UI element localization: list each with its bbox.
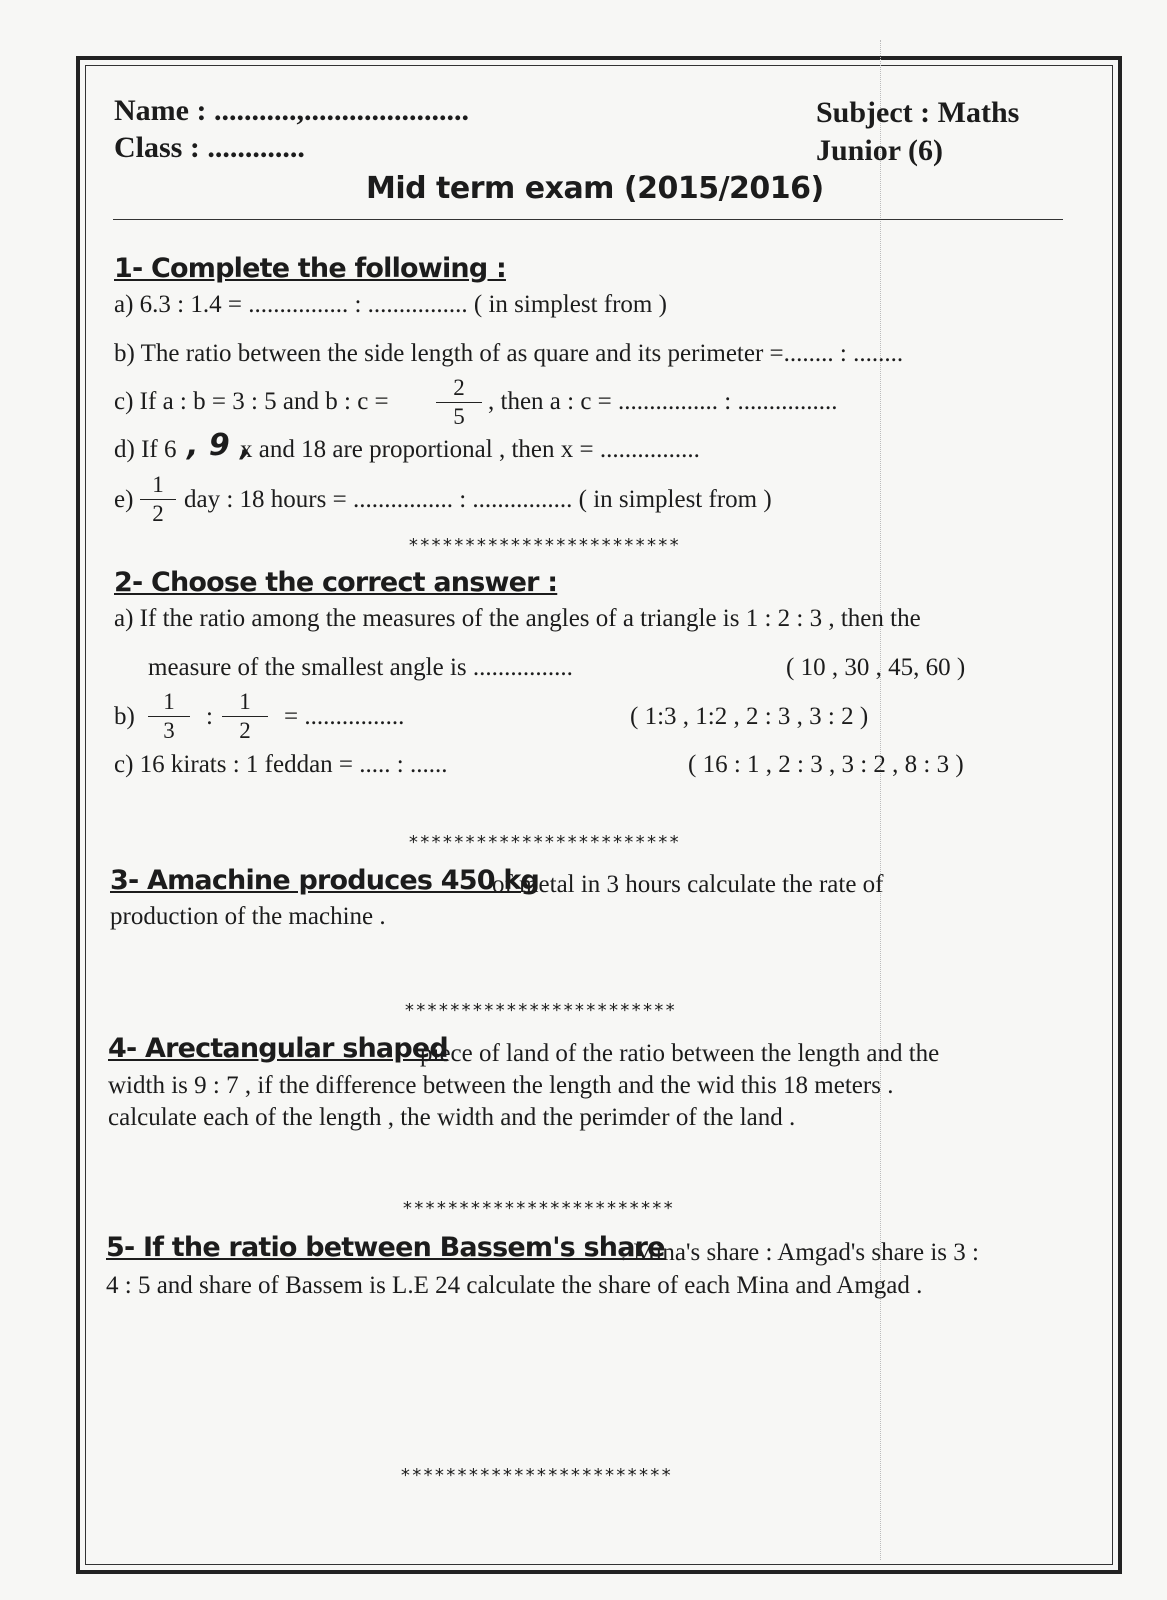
q1-heading: 1- Complete the following : [114,253,506,284]
q1-c-denominator: 5 [453,404,465,429]
fraction-bar [222,716,268,717]
q2-item-a-line1: a) If the ratio among the measures of the angles of a triangle is 1 : 2 : 3 , then the [114,605,921,632]
q4-text-line2: width is 9 : 7 , if the difference between the length and the wid this 18 meters . [108,1072,894,1099]
scan-fold-line [880,40,881,1560]
q1-e-denominator: 2 [152,501,164,526]
q1-c-numerator: 2 [453,375,465,400]
q1-item-c-post: , then a : c = ................ : ................ [488,388,838,415]
q1-e-fraction [140,473,176,526]
q3-text-line1: of metal in 3 hours calculate the rate of [492,871,884,898]
q2-b-colon: : [206,703,213,730]
q2-item-b-pre: b) [114,703,135,730]
q1-item-a: a) 6.3 : 1.4 = ................ : ................ ( in simplest from ) [114,291,667,318]
q2-b-numerator-2: 1 [239,689,251,714]
q3-heading: 3- Amachine produces 450 kg [110,865,540,896]
separator-5: ************************ [400,1465,673,1486]
fraction-bar [140,499,176,500]
q2-b-denominator-2: 2 [239,718,251,743]
q2-b-options: ( 1:3 , 1:2 , 2 : 3 , 3 : 2 ) [630,703,869,730]
q1-item-b: b) The ratio between the side length of as quare and its perimeter =........ : ........ [114,340,904,367]
q2-item-c: c) 16 kirats : 1 feddan = ..... : ...... [114,751,448,778]
q2-a-options: ( 10 , 30 , 45, 60 ) [786,654,966,681]
q2-b-denominator-1: 3 [163,718,175,743]
q3-text-line2: production of the machine . [110,903,386,930]
class-field: Class : ............. [114,131,305,164]
q2-item-a-line2: measure of the smallest angle is ................ [148,654,573,681]
q1-e-numerator: 1 [152,472,164,497]
q2-b-fraction-2 [222,690,268,743]
q2-c-options: ( 16 : 1 , 2 : 3 , 3 : 2 , 8 : 3 ) [688,751,964,778]
name-field: Name : ...........,...................... [114,94,469,127]
q1-item-c-pre: c) If a : b = 3 : 5 and b : c = [114,388,389,415]
separator-4: ************************ [402,1198,675,1219]
separator-3: ************************ [404,1000,677,1021]
fraction-bar [436,402,482,403]
separator-2: ************************ [408,832,681,853]
q1-item-e-pre: e) [114,486,134,513]
q1-item-d-post: x and 18 are proportional , then x = ................ [240,436,700,463]
q4-heading: 4- Arectangular shaped [108,1033,448,1064]
q2-heading: 2- Choose the correct answer : [114,567,558,598]
fraction-bar [148,716,190,717]
subject-label: Subject : Maths [816,96,1020,129]
q2-item-b-post: = ................ [284,703,405,730]
q5-text-line1: : Mina's share : Amgad's share is 3 : [620,1239,979,1266]
grade-label: Junior (6) [816,134,943,167]
header-divider [113,219,1063,220]
q2-b-numerator-1: 1 [163,689,175,714]
q5-text-line2: 4 : 5 and share of Bassem is L.E 24 calculate the share of each Mina and Amgad . [106,1272,923,1299]
q1-d-handwritten-9: , 9 , [187,428,252,463]
q5-heading: 5- If the ratio between Bassem's share [106,1232,665,1263]
separator-1: ************************ [408,535,681,556]
q2-b-fraction-1 [148,690,190,743]
q4-text-line1: piece of land of the ratio between the length and the [420,1040,940,1067]
exam-title: Mid term exam (2015/2016) [366,171,824,206]
q1-item-d-pre: d) If 6 [114,436,177,463]
q1-c-fraction [436,376,482,429]
q4-text-line3: calculate each of the length , the width and the perimder of the land . [108,1104,796,1131]
q1-item-e-post: day : 18 hours = ................ : ................ ( in simplest from ) [184,486,772,513]
